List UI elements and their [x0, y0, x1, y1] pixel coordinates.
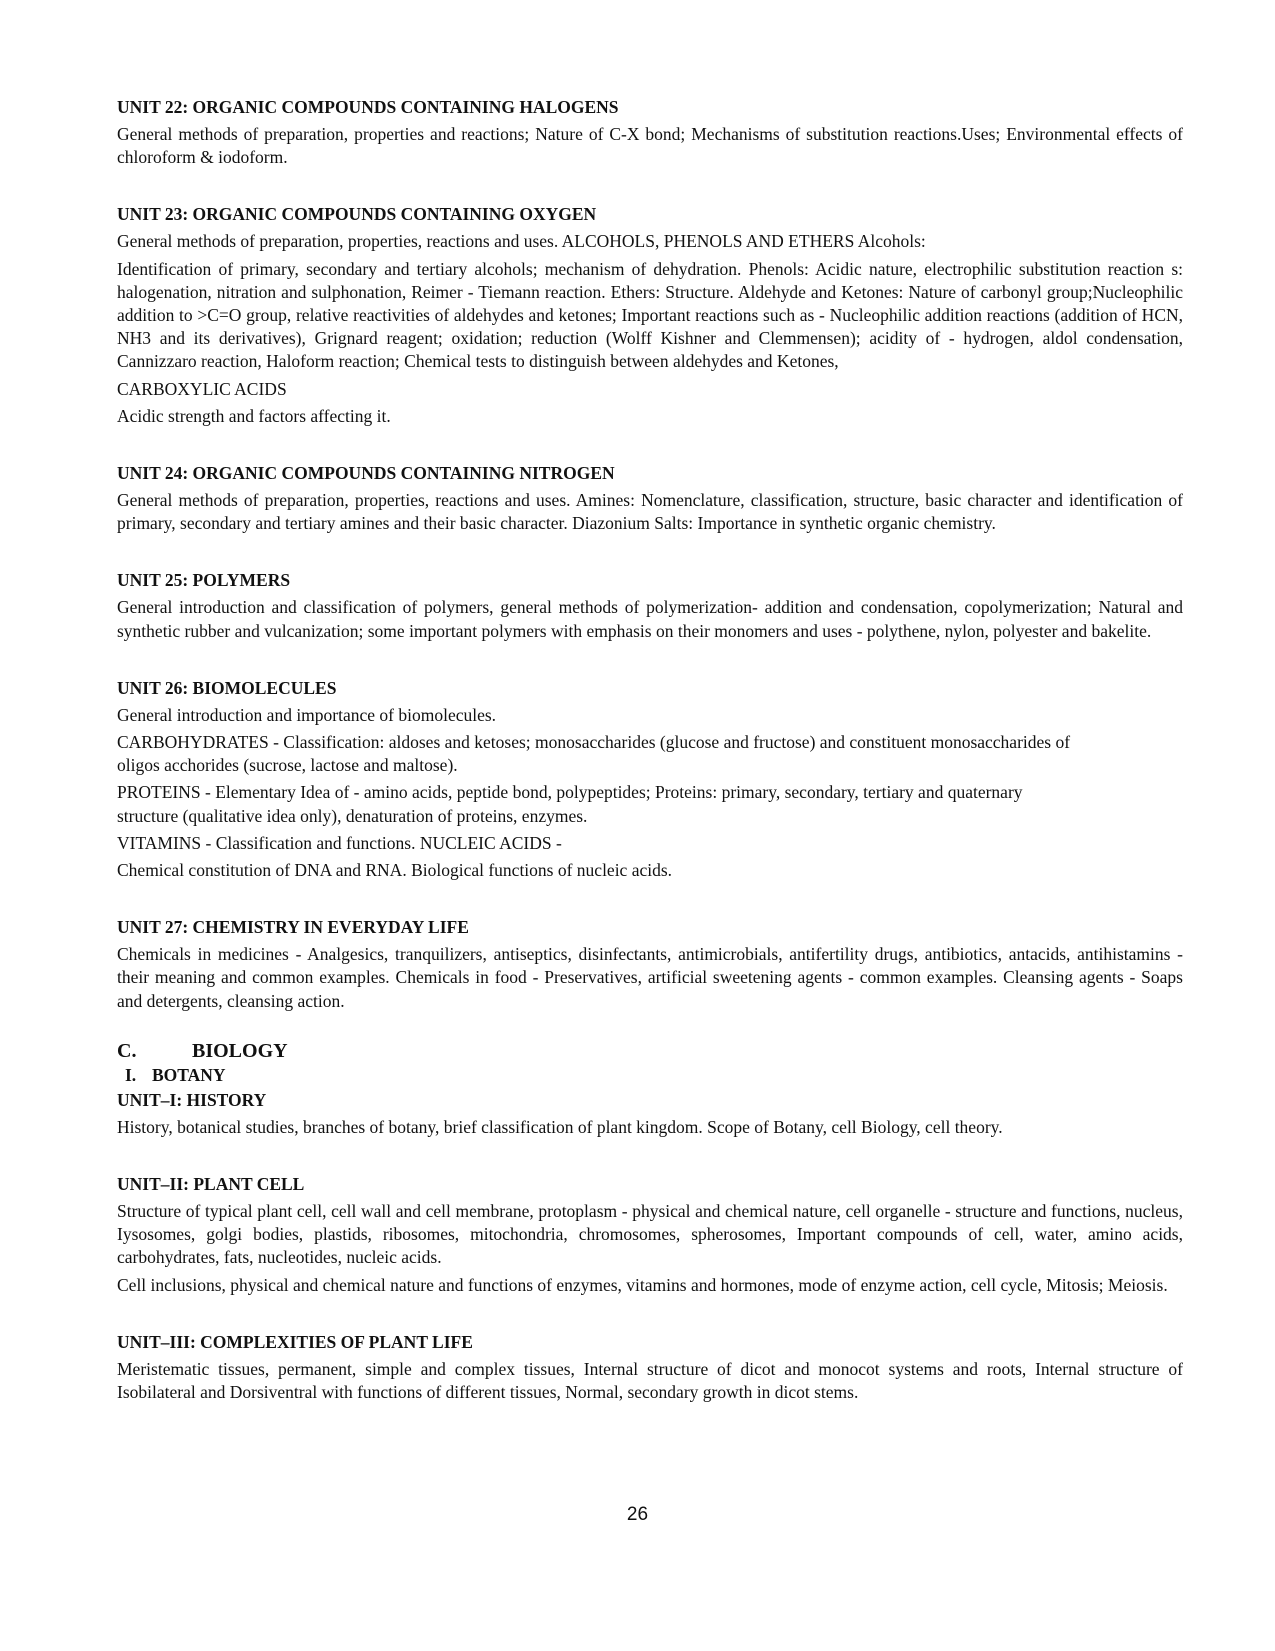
unit-title: UNIT 25: POLYMERS: [117, 570, 291, 591]
unit-27: [117, 916, 1183, 1013]
section-title: BIOLOGY: [192, 1039, 288, 1062]
unit-title: UNIT–I: HISTORY: [117, 1089, 267, 1110]
unit-paragraph: PROTEINS - Elementary Idea of - amino acids, peptide bond, polypeptides; Proteins: primary, secondary, tertiary and quaternary structure (qualitative idea only), denaturation of proteins, enzymes.: [117, 782, 1023, 826]
subsection-number: I.: [125, 1064, 137, 1085]
unit-paragraph: General introduction and importance of biomolecules.: [117, 704, 497, 725]
unit-title: UNIT 22: ORGANIC COMPOUNDS CONTAINING HALOGENS: [117, 97, 619, 117]
unit-paragraph: CARBOHYDRATES - Classification: aldoses and ketoses; monosaccharides (glucose and fructose) and constituent monosaccharides of oligos acchorides (sucrose, lactose and maltose).: [117, 732, 1071, 776]
unit-paragraph: General methods of preparation, properties, reactions and uses. Amines: Nomenclature, classification, structure, basic character and identification of primary, secondary and tertiary amines and their basic character. Diazonium Salts: Importance in synthetic organic chemistry.: [117, 490, 1183, 534]
unit-title: UNIT 27: CHEMISTRY IN EVERYDAY LIFE: [117, 917, 469, 938]
unit-paragraph: VITAMINS - Classification and functions. NUCLEIC ACIDS -: [117, 832, 562, 853]
unit-title: UNIT 24: ORGANIC COMPOUNDS CONTAINING NITROGEN: [117, 463, 615, 484]
unit-paragraph: History, botanical studies, branches of botany, brief classification of plant kingdom. Scope of Botany, cell Biology, cell theory.: [117, 1116, 1003, 1137]
unit-title: UNIT–II: PLANT CELL: [117, 1174, 305, 1195]
unit-paragraph: General methods of preparation, properties, reactions and uses. ALCOHOLS, PHENOLS AND ETHERS Alcohols:: [117, 231, 926, 252]
section-heading: [117, 1039, 1183, 1063]
unit-23: [117, 203, 1183, 428]
unit-24: [117, 462, 1183, 535]
unit-ii-plant-cell: [117, 1173, 1183, 1297]
unit-paragraph: CARBOXYLIC ACIDS: [117, 378, 287, 399]
subsection-title: BOTANY: [152, 1064, 226, 1085]
unit-paragraph: General introduction and classification of polymers, general methods of polymerization- addition and condensation, copolymerization; Natural and synthetic rubber and vulcanization; some important polymers with emphasis on their monomers and uses - polythene, nylon, polyester and bakelite.: [117, 597, 1183, 641]
unit-i-history: [117, 1089, 1183, 1139]
document-page: [117, 96, 1183, 1438]
unit-paragraph: Chemicals in medicines - Analgesics, tranquilizers, antiseptics, disinfectants, antimicrobials, antifertility drugs, antibiotics, antacids, antihistamins - their meaning and common examples. Chemicals in food - Preservatives, artificial sweetening agents - common examples. Cleansing agents - Soaps and detergents, cleansing action.: [117, 944, 1183, 1011]
unit-paragraph: Structure of typical plant cell, cell wall and cell membrane, protoplasm - physical and chemical nature, cell organelle - structure and functions, nucleus, Iysosomes, golgi bodies, plastids, ribosomes, mitochondria, chromosomes, spherosomes, Important compounds of cell, water, amino acids, carbohydrates, fats, nucleotides, nucleic acids.: [117, 1201, 1183, 1268]
unit-paragraph: Cell inclusions, physical and chemical nature and functions of enzymes, vitamins and hormones, mode of enzyme action, cell cycle, Mitosis; Meiosis.: [117, 1274, 1168, 1295]
unit-paragraph: Acidic strength and factors affecting it.: [117, 405, 391, 426]
unit-title: UNIT 23: ORGANIC COMPOUNDS CONTAINING OXYGEN: [117, 204, 597, 225]
subsection-heading: [125, 1063, 1183, 1087]
unit-iii-complexities: [117, 1331, 1183, 1404]
unit-paragraph: General methods of preparation, properties and reactions; Nature of C-X bond; Mechanisms of substitution reactions.Uses; Environmental effects of chloroform & iodoform.: [117, 124, 1183, 168]
unit-title: UNIT 26: BIOMOLECULES: [117, 677, 337, 698]
unit-title: UNIT–III: COMPLEXITIES OF PLANT LIFE: [117, 1331, 473, 1352]
unit-26: [117, 677, 1183, 882]
unit-paragraph: Chemical constitution of DNA and RNA. Biological functions of nucleic acids.: [117, 860, 673, 881]
unit-22: [117, 96, 1183, 169]
unit-25: [117, 569, 1183, 642]
section-letter: C.: [117, 1039, 137, 1062]
unit-paragraph: Identification of primary, secondary and tertiary alcohols; mechanism of dehydration. Phenols: Acidic nature, electrophilic substitution reaction s: halogenation, nitration and sulphonation, Reimer - Tiemann reaction. Ethers: Structure. Aldehyde and Ketones: Nature of carbonyl group;Nucleophilic addition to >C=O group, relative reactivities of aldehydes and ketones; Important reactions such as - Nucleophilic addition reactions (addition of HCN, NH3 and its derivatives), Grignard reagent; oxidation; reduction (Wolff Kishner and Clemmensen); acidity of - hydrogen, aldol condensation, Cannizzaro reaction, Haloform reaction; Chemical tests to distinguish between aldehydes and Ketones,: [117, 258, 1183, 372]
unit-paragraph: Meristematic tissues, permanent, simple and complex tissues, Internal structure of dicot and monocot systems and roots, Internal structure of Isobilateral and Dorsiventral with functions of different tissues, Normal, secondary growth in dicot stems.: [117, 1358, 1183, 1403]
page-number: 26: [626, 1504, 649, 1525]
